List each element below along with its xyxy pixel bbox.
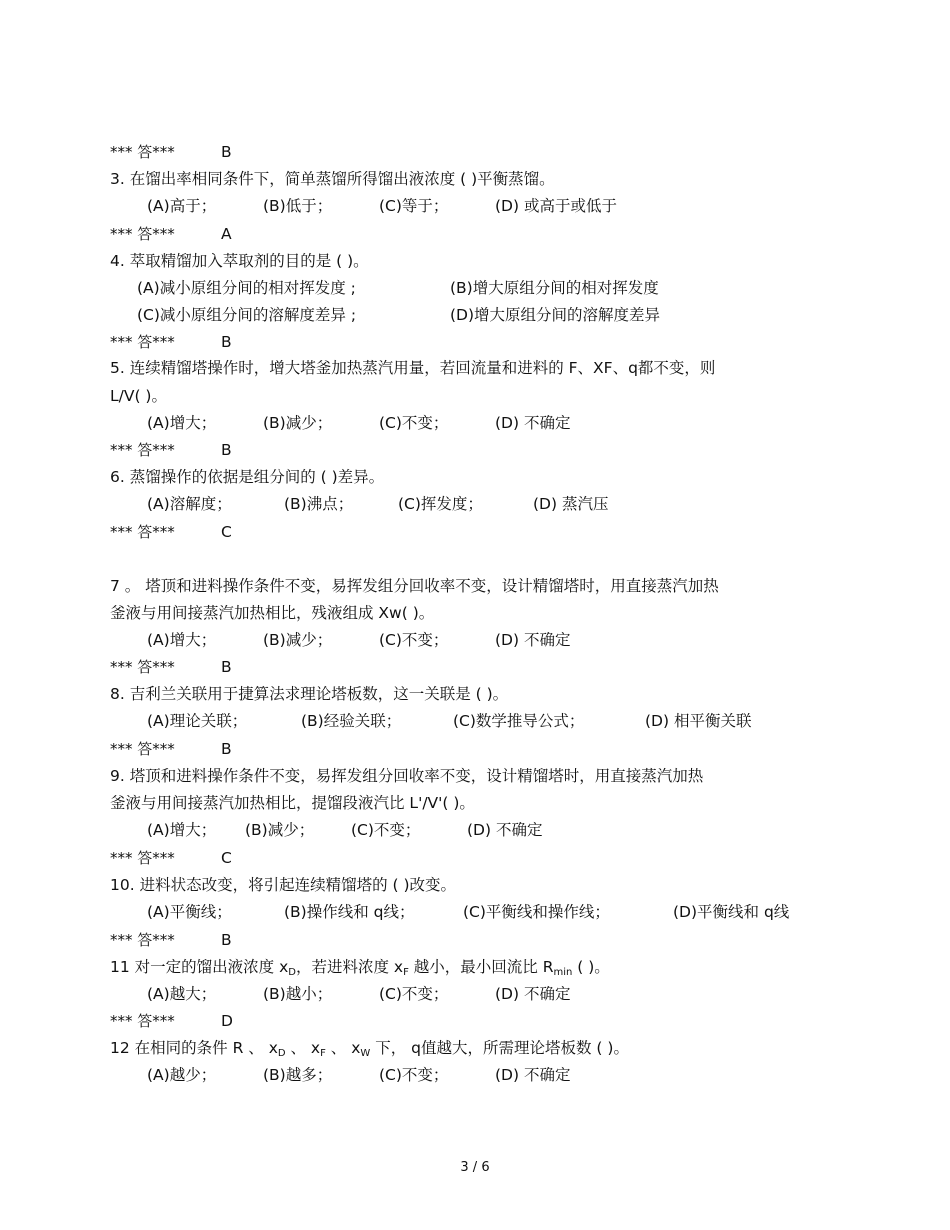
answer-label: *** 答*** [110, 333, 175, 351]
option-b: (B)减少； [245, 821, 315, 839]
option-a: (A)减小原组分间的相对挥发度 ; [137, 279, 356, 297]
question-5-stem-cont: L/V( )。 [110, 387, 167, 405]
answer-value: B [221, 740, 232, 758]
subscript: min [553, 967, 573, 978]
subscript: F [403, 967, 409, 978]
option-d: (D) 不确定 [495, 1066, 571, 1084]
answer-value: B [221, 931, 232, 949]
option-b: (B)沸点； [284, 495, 354, 513]
option-c: (C)不变； [379, 414, 449, 432]
option-a: (A)增大； [147, 631, 217, 649]
answer-value: C [221, 849, 232, 867]
subscript: D [277, 1048, 286, 1059]
answer-label: *** 答*** [110, 849, 175, 867]
option-d: (D) 相平衡关联 [645, 712, 752, 730]
answer-label: *** 答*** [110, 931, 175, 949]
answer-label: *** 答*** [110, 658, 175, 676]
option-c: (C)不变； [379, 985, 449, 1003]
question-9-stem-cont: 釜液与用间接蒸汽加热相比，提馏段液汽比 L'/V'( )。 [110, 794, 475, 812]
answer-value: B [221, 143, 232, 161]
option-c: (C)数学推导公式； [453, 712, 585, 730]
answer-value: C [221, 523, 232, 541]
option-d: (D)平衡线和 q线 [673, 903, 790, 921]
question-3-stem: 3. 在馏出率相同条件下，简单蒸馏所得馏出液浓度 ( )平衡蒸馏。 [110, 170, 555, 188]
question-7-stem-cont: 釜液与用间接蒸汽加热相比，残液组成 Xw( )。 [110, 604, 435, 622]
option-b: (B)操作线和 q线； [284, 903, 415, 921]
answer-value: A [221, 225, 232, 243]
answer-label: *** 答*** [110, 1012, 175, 1030]
question-11-stem [110, 957, 610, 983]
question-10-stem: 10. 进料状态改变，将引起连续精馏塔的 ( )改变。 [110, 876, 457, 894]
subscript: F [320, 1048, 326, 1059]
stem-text: 下， q值越大，所需理论塔板数 ( )。 [370, 1039, 629, 1057]
option-a: (A)越大； [147, 985, 217, 1003]
option-b: (B)越小； [263, 985, 333, 1003]
question-4-stem: 4. 萃取精馏加入萃取剂的目的是 ( )。 [110, 252, 369, 270]
option-c: (C)不变； [351, 821, 421, 839]
subscript: W [360, 1048, 371, 1059]
stem-text: ( )。 [572, 958, 610, 976]
stem-text: 11 对一定的馏出液浓度 x [110, 958, 289, 976]
answer-value: B [221, 658, 232, 676]
answer-value: D [221, 1012, 233, 1030]
option-c: (C)等于； [379, 197, 449, 215]
answer-value: B [221, 333, 232, 351]
subscript: D [288, 967, 296, 978]
option-a: (A)理论关联； [147, 712, 248, 730]
option-d: (D) 或高于或低于 [495, 197, 617, 215]
option-b: (B)减少； [263, 414, 333, 432]
option-a: (A)增大； [147, 821, 217, 839]
question-5-stem: 5. 连续精馏塔操作时，增大塔釜加热蒸汽用量，若回流量和进料的 F、XF、q都不变，则 [110, 359, 716, 377]
option-a: (A)越少； [147, 1066, 217, 1084]
question-9-stem: 9. 塔顶和进料操作条件不变，易挥发组分回收率不变，设计精馏塔时，用直接蒸汽加热 [110, 767, 704, 785]
answer-label: *** 答*** [110, 441, 175, 459]
option-d: (D) 不确定 [495, 631, 571, 649]
option-c: (C)平衡线和操作线； [463, 903, 610, 921]
question-12-stem [110, 1038, 629, 1064]
option-a: (A)溶解度； [147, 495, 232, 513]
stem-text: 、 x [285, 1039, 321, 1057]
question-6-stem: 6. 蒸馏操作的依据是组分间的 ( )差异。 [110, 468, 385, 486]
option-a: (A)平衡线； [147, 903, 232, 921]
option-d: (D) 不确定 [467, 821, 543, 839]
stem-text: 12 在相同的条件 R 、 x [110, 1039, 278, 1057]
option-a: (A)高于； [147, 197, 217, 215]
option-b: (B)低于； [263, 197, 333, 215]
page-number: 3 / 6 [460, 1160, 490, 1175]
answer-value: B [221, 441, 232, 459]
answer-label: *** 答*** [110, 225, 175, 243]
question-8-stem: 8. 吉利兰关联用于捷算法求理论塔板数，这一关联是 ( )。 [110, 685, 509, 703]
answer-label: *** 答*** [110, 740, 175, 758]
answer-label: *** 答*** [110, 143, 175, 161]
question-7-stem: 7 。 塔顶和进料操作条件不变，易挥发组分回收率不变，设计精馏塔时，用直接蒸汽加热 [110, 577, 719, 595]
option-d: (D) 不确定 [495, 414, 571, 432]
option-c: (C)不变； [379, 631, 449, 649]
stem-text: 越小，最小回流比 R [408, 958, 554, 976]
option-d: (D) 蒸汽压 [533, 495, 609, 513]
stem-text: ，若进料浓度 x [295, 958, 404, 976]
option-b: (B)越多； [263, 1066, 333, 1084]
option-c: (C)减小原组分间的溶解度差异 ; [137, 306, 357, 324]
answer-label: *** 答*** [110, 523, 175, 541]
option-d: (D)增大原组分间的溶解度差异 [450, 306, 661, 324]
stem-text: 、 x [325, 1039, 361, 1057]
option-a: (A)增大； [147, 414, 217, 432]
option-b: (B)经验关联； [301, 712, 402, 730]
option-c: (C)不变； [379, 1066, 449, 1084]
option-b: (B)增大原组分间的相对挥发度 [450, 279, 659, 297]
option-d: (D) 不确定 [495, 985, 571, 1003]
option-b: (B)减少； [263, 631, 333, 649]
option-c: (C)挥发度； [398, 495, 483, 513]
